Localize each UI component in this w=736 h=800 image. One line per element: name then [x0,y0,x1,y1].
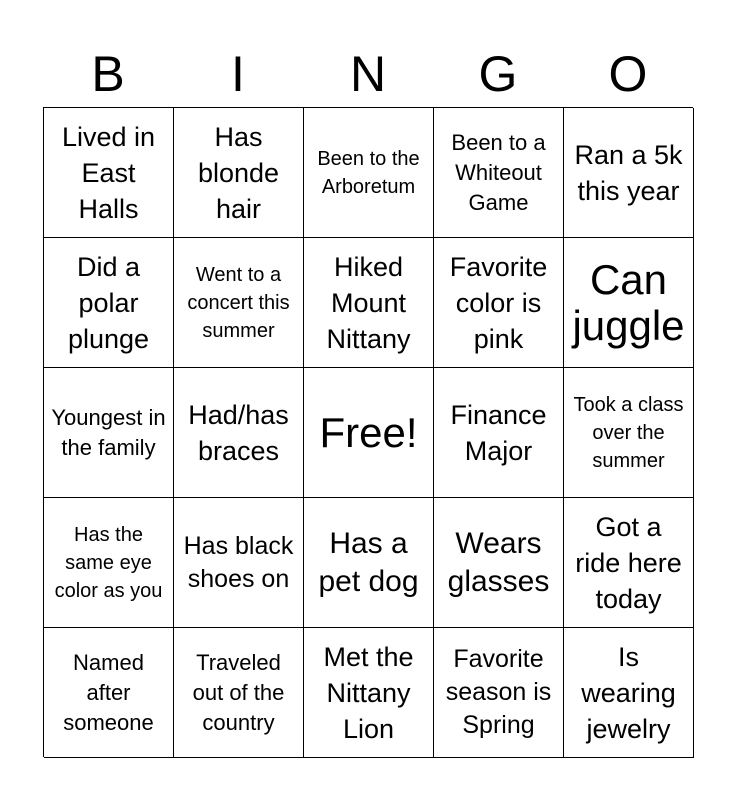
bingo-board [43,107,693,757]
bingo-cell[interactable] [434,498,564,628]
bingo-cell[interactable] [304,238,434,368]
bingo-cell[interactable] [44,238,174,368]
cell-text: Finance Major [450,399,547,466]
cell-text: Ran a 5k this year [574,139,683,206]
bingo-cell[interactable] [564,238,694,368]
cell-text: Has the same eye color as you [54,523,163,602]
header-letter-o: O [608,46,648,102]
cell-text: Has black shoes on [183,531,294,593]
bingo-cell[interactable] [44,368,174,498]
bingo-cell[interactable] [174,368,304,498]
cell-text: Got a ride here today [575,511,682,614]
bingo-cell[interactable] [434,368,564,498]
cell-text: Has blonde hair [197,121,280,224]
bingo-cell[interactable] [564,498,694,628]
header-letter-g: G [478,46,518,102]
bingo-cell[interactable] [564,628,694,758]
cell-text: Been to the Arboretum [317,147,420,198]
bingo-cell[interactable] [304,628,434,758]
bingo-header [43,40,693,108]
cell-text: Named after someone [63,649,154,735]
cell-text: Took a class over the summer [573,393,684,472]
cell-text: Favorite color is pink [449,251,548,354]
bingo-cell[interactable] [174,108,304,238]
cell-text: Traveled out of the country [192,649,285,735]
cell-text: Met the Nittany Lion [323,641,414,744]
header-letter-n: N [349,46,387,102]
cell-text: Had/has braces [188,399,289,466]
bingo-cell[interactable] [564,108,694,238]
bingo-cell[interactable] [174,628,304,758]
bingo-cell[interactable] [304,498,434,628]
bingo-cell[interactable] [304,108,434,238]
bingo-cell[interactable] [174,498,304,628]
cell-text: Is wearing jewelry [581,641,676,744]
cell-text: Can juggle [572,255,685,349]
cell-text: Been to a Whiteout Game [451,129,546,215]
cell-text: Went to a concert this summer [187,263,290,342]
cell-text: Wears glasses [447,526,550,598]
header-letter-i: I [231,46,245,102]
bingo-cell[interactable] [434,108,564,238]
bingo-cell[interactable] [434,238,564,368]
cell-text: Did a polar plunge [67,251,150,354]
free-space-text: Free! [319,408,418,456]
cell-text: Has a pet dog [318,526,419,598]
cell-text: Lived in East Halls [61,121,156,224]
bingo-cell[interactable] [564,368,694,498]
bingo-cell[interactable] [44,628,174,758]
cell-text: Hiked Mount Nittany [326,251,411,354]
bingo-cell[interactable] [44,108,174,238]
bingo-cell[interactable] [174,238,304,368]
bingo-cell[interactable] [434,628,564,758]
header-letter-b: B [91,46,125,102]
cell-text: Favorite season is Spring [445,645,552,739]
cell-text: Youngest in the family [51,404,166,460]
bingo-free-cell[interactable] [304,368,434,498]
bingo-cell[interactable] [44,498,174,628]
